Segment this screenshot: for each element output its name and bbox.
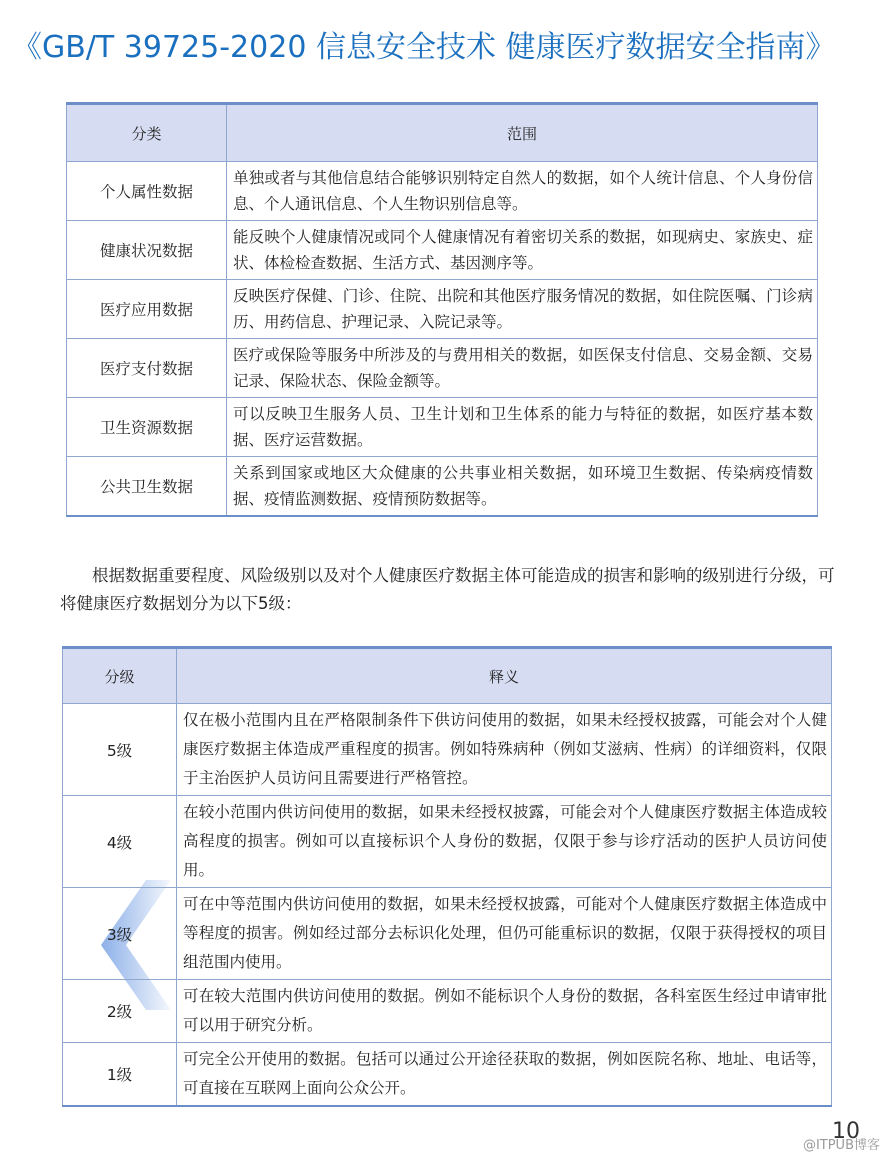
category-cell: 医疗应用数据 [67,280,227,339]
table-header-row [67,104,818,162]
category-cell: 卫生资源数据 [67,398,227,457]
table-row [67,280,818,339]
table-row [67,398,818,457]
table-row [63,888,832,980]
scope-cell: 可以反映卫生服务人员、卫生计划和卫生体系的能力与特征的数据，如医疗基本数据、医疗运营数据。 [227,398,818,457]
table-row [67,221,818,280]
intro-paragraph-text: 根据数据重要程度、风险级别以及对个人健康医疗数据主体可能造成的损害和影响的级别进行分级，可将健康医疗数据划分为以下5级： [60,566,835,613]
table-row [63,1043,832,1107]
data-level-table [62,646,832,1107]
intro-paragraph [60,562,840,618]
level-cell: 1级 [63,1043,177,1107]
definition-cell: 仅在极小范围内且在严格限制条件下供访问使用的数据，如果未经授权披露，可能会对个人健康医疗数据主体造成严重程度的损害。例如特殊病种（例如艾滋病、性病）的详细资料，仅限于主治医护人员访问且需要进行严格管控。 [177,704,832,796]
header-definition: 释义 [177,648,832,704]
scope-cell: 反映医疗保健、门诊、住院、出院和其他医疗服务情况的数据，如住院医嘱、门诊病历、用药信息、护理记录、入院记录等。 [227,280,818,339]
scope-cell: 医疗或保险等服务中所涉及的与费用相关的数据，如医保支付信息、交易金额、交易记录、保险状态、保险金额等。 [227,339,818,398]
category-cell: 医疗支付数据 [67,339,227,398]
level-cell: 4级 [63,796,177,888]
category-cell: 个人属性数据 [67,162,227,221]
definition-cell: 在较小范围内供访问使用的数据，如果未经授权披露，可能会对个人健康医疗数据主体造成较高程度的损害。例如可以直接标识个人身份的数据，仅限于参与诊疗活动的医护人员访问使用。 [177,796,832,888]
category-cell: 健康状况数据 [67,221,227,280]
scope-cell: 能反映个人健康情况或同个人健康情况有着密切关系的数据，如现病史、家族史、症状、体检检查数据、生活方式、基因测序等。 [227,221,818,280]
category-cell: 公共卫生数据 [67,457,227,517]
header-scope: 范围 [227,104,818,162]
header-category: 分类 [67,104,227,162]
page-number: 10 [832,1119,860,1144]
level-cell: 2级 [63,980,177,1043]
table-row [67,339,818,398]
level-cell: 3级 [63,888,177,980]
definition-cell: 可完全公开使用的数据。包括可以通过公开途径获取的数据，例如医院名称、地址、电话等，可直接在互联网上面向公众公开。 [177,1043,832,1107]
table-row [67,162,818,221]
table-row [63,980,832,1043]
table-row [67,457,818,517]
level-cell: 5级 [63,704,177,796]
table-row [63,796,832,888]
data-category-table [66,102,818,517]
scope-cell: 关系到国家或地区大众健康的公共事业相关数据，如环境卫生数据、传染病疫情数据、疫情监测数据、疫情预防数据等。 [227,457,818,517]
definition-cell: 可在中等范围内供访问使用的数据，如果未经授权披露，可能对个人健康医疗数据主体造成中等程度的损害。例如经过部分去标识化处理，但仍可能重标识的数据，仅限于获得授权的项目组范围内使用。 [177,888,832,980]
table-header-row [63,648,832,704]
table-row [63,704,832,796]
definition-cell: 可在较大范围内供访问使用的数据。例如不能标识个人身份的数据，各科室医生经过申请审批可以用于研究分析。 [177,980,832,1043]
header-level: 分级 [63,648,177,704]
document-title: 《GB/T 39725-2020 信息安全技术 健康医疗数据安全指南》 [12,30,836,65]
scope-cell: 单独或者与其他信息结合能够识别特定自然人的数据，如个人统计信息、个人身份信息、个人通讯信息、个人生物识别信息等。 [227,162,818,221]
watermark-text: @ITPUB博客 [802,1138,880,1153]
